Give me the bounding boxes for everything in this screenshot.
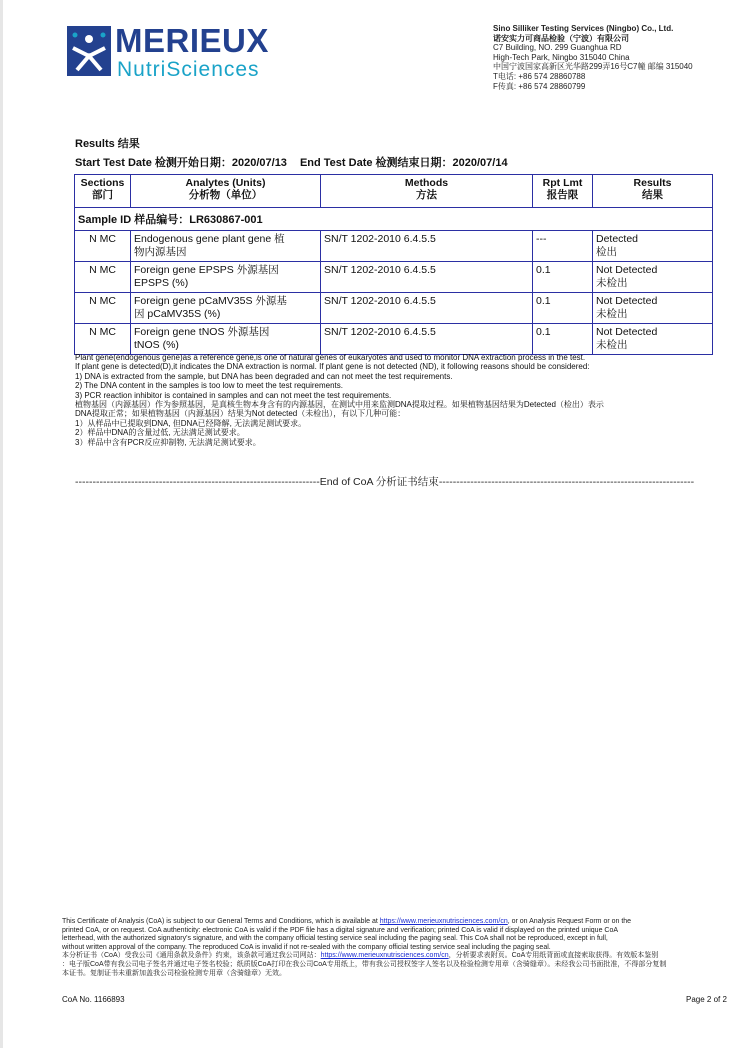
table-row [75,262,713,293]
cell-method: SN/T 1202-2010 6.4.5.5 [321,293,533,324]
footer-line: letterhead, with the authorized signatory's signature, and with the company official testing service seal including the paging seal. This CoA shall not be reproduced, except in full, [62,935,608,943]
table-row [75,293,713,324]
cell-analyte: Endogenous gene plant gene 植 物内源基因 [131,231,321,262]
cell-limit: 0.1 [533,324,593,355]
footer-line: ：电子版CoA带有我公司电子签名并通过电子签名校验；纸质版CoA打印在我公司CoA专用纸上，带有我公司授权签字人签名以及检验检测专用章（含骑缝章）。未经我公司书面批准，不得部分复制 [62,960,667,968]
address-line: 中国宁波国家高新区光华路299弄16号C7幢 邮编 315040 [493,62,693,72]
header-rpt-lmt: Rpt Lmt 报告限 [533,175,593,208]
header-sections: Sections 部门 [75,175,131,208]
footer-line: 本证书。复制证书未重新加盖我公司检验检测专用章（含骑缝章）无效。 [62,969,286,977]
note-line: If plant gene is detected(D),it indicates the DNA extraction is normal. If plant gene is not detected (ND), it following reasons should be considered: [75,362,590,372]
end-of-coa-divider [75,474,725,489]
cell-method: SN/T 1202-2010 6.4.5.5 [321,324,533,355]
table-header-row [75,175,713,208]
note-line: 2) The DNA content in the samples is too low to meet the test requirements. [75,381,343,391]
note-line: 3) PCR reaction inhibitor is contained in samples and can not meet the test requirements. [75,390,392,400]
cell-analyte: Foreign gene EPSPS 外源基因 EPSPS (%) [131,262,321,293]
phone-line: T电话: +86 574 28860788 [493,71,586,81]
address-line: C7 Building, NO. 299 Guanghua RD [493,43,622,53]
cell-limit: 0.1 [533,262,593,293]
start-date-value: 2020/07/13 [231,157,287,169]
company-name-cn: 诺安实力可商品检验（宁波）有限公司 [493,33,629,43]
table-row [75,324,713,355]
cell-result: Not Detected 未检出 [593,262,713,293]
test-dates [75,154,508,170]
address-line: High-Tech Park, Ningbo 315040 China [493,52,630,62]
header-results: Results 结果 [593,175,713,208]
footer-terms [62,918,726,978]
cell-method: SN/T 1202-2010 6.4.5.5 [321,231,533,262]
cell-section: N MC [75,293,131,324]
cell-section: N MC [75,262,131,293]
results-table [74,174,713,355]
dash-rule: ---------------------------------------------------------------------- [75,476,320,488]
end-date-value: 2020/07/14 [452,157,508,169]
sample-id: Sample ID 样品编号：LR630867-001 [75,208,713,231]
logo-text-nutrisciences: NutriSciences [117,58,260,81]
logo-emblem-icon [67,26,111,76]
notes-block [75,353,725,447]
cell-section: N MC [75,324,131,355]
footer-line: without written approval of the company. The reproduced CoA is invalid if not re-sealed with the company official testing service seal including the paging seal. [62,943,551,951]
cell-analyte: Foreign gene tNOS 外源基因 tNOS (%) [131,324,321,355]
note-line: Plant gene(endogenous gene)as a reference gene,is one of natural genes of eukaryotes and used to monitor DNA extraction process in the test. [75,353,586,362]
cell-section: N MC [75,231,131,262]
merieux-logo [67,22,307,88]
footer-line: printed CoA, or on request. CoA authenticity: electronic CoA is valid if the PDF file has a digital signature and verification; printed CoA is valid if displayed on the printed unique CoA [62,926,619,934]
company-address-block [493,24,693,91]
terms-link-cn[interactable]: https://www.merieuxnutrisciences.com/cn [320,952,449,960]
footer-line: This Certificate of Analysis (CoA) is subject to our General Terms and Conditions, which is available at https://www.merieuxnutrisciences.com/cn, or on Analysis Request Form or on the [62,918,632,925]
note-line: DNA提取正常；如果植物基因（内源基因）结果为Not detected（未检出），有以下几种可能： [75,409,406,419]
cell-result: Not Detected 未检出 [593,324,713,355]
page-number: Page 2 of 2 [686,995,727,1004]
footer-line: 本分析证书（CoA）受我公司《通用条款及条件》约束，该条款可通过我公司网站：https://www.merieuxnutrisciences.com/cn，分析要求表附页。CoA专用纸背面或直接索取获得。有效版本鉴别 [62,952,659,960]
header-methods: Methods 方法 [321,175,533,208]
table-row [75,231,713,262]
logo-text-merieux: MERIEUX [115,22,269,59]
coa-number: CoA No. 1166893 [62,995,125,1004]
sample-id-row [75,208,713,231]
cell-limit: --- [533,231,593,262]
note-line: 植物基因（内源基因）作为参照基因，是真核生物本身含有的内源基因，在测试中用来监测DNA提取过程。如果植物基因结果为Detected（检出）表示 [75,400,604,410]
header-analytes: Analytes (Units) 分析物（单位） [131,175,321,208]
dash-rule: ------------------------------------------------------------------------- [438,476,695,488]
cell-limit: 0.1 [533,293,593,324]
company-name-en: Sino Silliker Testing Services (Ningbo) Co., Ltd. [493,24,674,33]
cell-result: Detected 检出 [593,231,713,262]
page-edge [0,0,3,1048]
note-line: 1）从样品中已提取到DNA, 但DNA已经降解, 无法满足测试要求。 [75,418,307,428]
end-date-label: End Test Date 检测结束日期： [299,157,453,169]
end-of-coa-text: End of CoA 分析证书结束 [319,476,439,488]
note-line: 3）样品中含有PCR反应抑制物, 无法满足测试要求。 [75,437,261,447]
cell-method: SN/T 1202-2010 6.4.5.5 [321,262,533,293]
cell-analyte: Foreign gene pCaMV35S 外源基 因 pCaMV35S (%) [131,293,321,324]
results-title: Results 结果 [75,138,140,150]
terms-link[interactable]: https://www.merieuxnutrisciences.com/cn [379,918,508,925]
cell-result: Not Detected 未检出 [593,293,713,324]
start-date-label: Start Test Date 检测开始日期： [75,157,232,169]
fax-line: F传真: +86 574 28860799 [493,81,586,91]
note-line: 2）样品中DNA的含量过低, 无法满足测试要求。 [75,428,245,438]
note-line: 1) DNA is extracted from the sample, but DNA has been degraded and can not meet the test requirements. [75,371,453,381]
